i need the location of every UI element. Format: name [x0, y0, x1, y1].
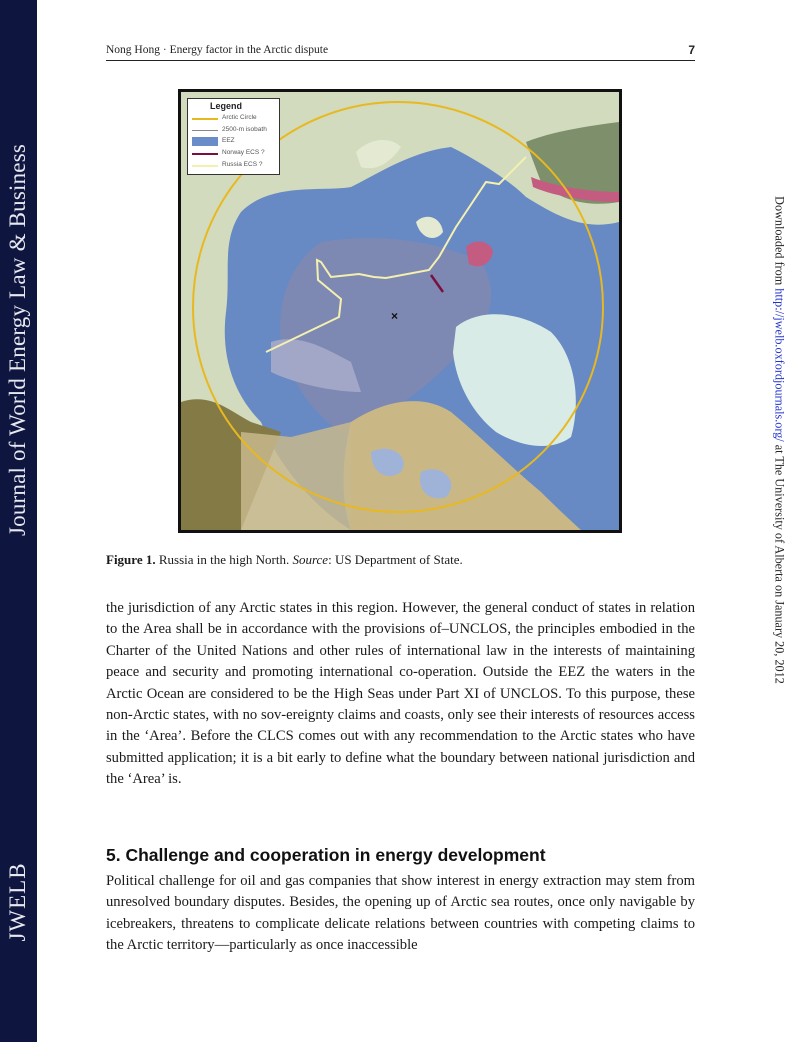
download-note-suffix: at The University of Alberta on January 20, 2012: [772, 441, 787, 684]
journal-link[interactable]: http://jwelb.oxfordjournals.org/: [772, 288, 787, 442]
map-legend: [187, 98, 280, 175]
caption-label: Figure 1.: [106, 552, 156, 567]
eez-swatch-icon: [192, 137, 218, 146]
journal-abbreviation: JWELB: [5, 862, 30, 942]
legend-item-norway-ecs: Norway ECS ?: [192, 149, 280, 159]
paragraph-1-text: the jurisdiction of any Arctic states in this region. However, the general conduct of states in relation to the Area shall be in accordance with the provisions of–UNCLOS, the principles embodied in the Charter of the United Nations and other rules of international law in the interests of maintaining peace and security and promoting international co-operation. Outside the EEZ the waters in the Arctic Ocean are considered to be the High Seas under Part XI of UNCLOS. To this purpose, these non-Arctic states, with no sov-ereignty claims and coasts, only see their interests of resources access in the ‘Area’. Before the CLCS comes out with any recommendation to the Arctic states who have submitted application; it is a bit early to define what the boundary between national jurisdiction and the ‘Area’ is.: [106, 600, 695, 788]
legend-item-isobath: 2500-m isobath: [192, 126, 280, 136]
section-heading: 5. Challenge and cooperation in energy development: [106, 845, 546, 865]
journal-sidebar: [0, 0, 37, 1042]
page-number: 7: [688, 43, 695, 57]
isobath-swatch-icon: [192, 130, 218, 131]
figure-caption: [106, 552, 463, 568]
paragraph-2-text: Political challenge for oil and gas companies that show interest in energy extraction may stem from unresolved boundary disputes. Besides, the opening up of Arctic sea routes, once only navigable by icebreakers, threatens to complicate delicate relations between countries with competing claims to the Arctic territory—particularly as once inaccessible: [106, 873, 695, 954]
legend-item-eez: EEZ: [192, 137, 280, 147]
download-note: [772, 196, 787, 684]
russia-ecs-swatch-icon: [192, 165, 218, 167]
caption-text: Russia in the high North.: [158, 552, 290, 567]
caption-source-label: Source: [292, 552, 329, 567]
download-note-prefix: Downloaded from: [772, 196, 787, 289]
legend-item-arctic-circle: Arctic Circle: [192, 114, 280, 124]
arctic-map-figure: [178, 89, 622, 533]
legend-item-russia-ecs: Russia ECS ?: [192, 161, 280, 171]
paragraph-1: [106, 598, 695, 791]
arctic-circle-swatch-icon: [192, 118, 218, 120]
running-head: [106, 44, 695, 61]
norway-ecs-swatch-icon: [192, 153, 218, 155]
running-head-title: Nong Hong · Energy factor in the Arctic dispute: [106, 44, 329, 56]
caption-source: : US Department of State.: [328, 552, 463, 567]
journal-title: Journal of World Energy Law & Business: [5, 143, 30, 537]
paragraph-2: [106, 871, 695, 957]
legend-title: Legend: [210, 101, 243, 111]
svg-text:×: ×: [391, 309, 399, 323]
